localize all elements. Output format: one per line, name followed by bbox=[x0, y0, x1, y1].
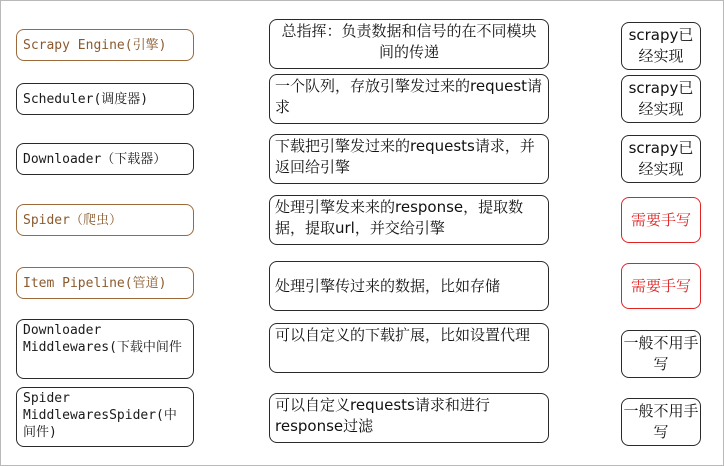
description-spider bbox=[269, 195, 549, 245]
status-text: scrapy已经实现 bbox=[628, 79, 694, 118]
status-text: scrapy已经实现 bbox=[628, 26, 694, 65]
description-item-pipeline bbox=[269, 261, 549, 311]
description-spider-middlewares bbox=[269, 393, 549, 443]
component-label: Scheduler(调度器) bbox=[23, 91, 149, 107]
description-text: 下载把引擎发过来的requests请求，并返回给引擎 bbox=[275, 137, 535, 176]
status-text: 一般不用手写 bbox=[623, 402, 699, 441]
status-spider-middlewares bbox=[621, 398, 701, 446]
component-scheduler bbox=[16, 83, 194, 115]
description-text: 可以自定义requests请求和进行response过滤 bbox=[275, 396, 490, 435]
status-downloader bbox=[621, 135, 701, 183]
status-item-pipeline bbox=[621, 263, 701, 309]
status-text: 一般不用手写 bbox=[623, 334, 699, 373]
component-label: Downloader（下载器） bbox=[23, 151, 167, 167]
status-scrapy-engine bbox=[621, 22, 701, 70]
component-scrapy-engine bbox=[16, 29, 194, 61]
component-label: Item Pipeline(管道) bbox=[23, 275, 167, 291]
description-text: 处理引擎发来来的response，提取数据，提取url，并交给引擎 bbox=[275, 198, 524, 237]
component-downloader bbox=[16, 143, 194, 175]
status-text: 需要手写 bbox=[630, 210, 691, 229]
description-scheduler bbox=[269, 74, 549, 124]
description-scrapy-engine bbox=[269, 19, 549, 69]
description-text: 一个队列，存放引擎发过来的request请求 bbox=[275, 77, 543, 116]
status-text: scrapy已经实现 bbox=[628, 139, 694, 178]
description-text: 处理引擎传过来的数据，比如存储 bbox=[275, 276, 501, 295]
description-text: 可以自定义的下载扩展，比如设置代理 bbox=[275, 326, 531, 344]
status-text: 需要手写 bbox=[630, 276, 691, 295]
component-label: Spider MiddlewaresSpider(中间件) bbox=[23, 391, 177, 440]
component-label: Spider（爬虫） bbox=[23, 212, 122, 228]
component-downloader-middlewares bbox=[16, 319, 194, 379]
description-downloader bbox=[269, 134, 549, 184]
component-label: Scrapy Engine(引擎) bbox=[23, 37, 167, 53]
component-spider bbox=[16, 204, 194, 236]
component-spider-middlewares bbox=[16, 387, 194, 447]
description-text: 总指挥：负责数据和信号的在不同模块间的传递 bbox=[281, 22, 537, 61]
status-spider bbox=[621, 197, 701, 243]
status-downloader-middlewares bbox=[621, 330, 701, 378]
component-item-pipeline bbox=[16, 267, 194, 299]
description-downloader-middlewares bbox=[269, 323, 549, 373]
component-label: Downloader Middlewares(下载中间件 bbox=[23, 323, 182, 355]
status-scheduler bbox=[621, 75, 701, 123]
